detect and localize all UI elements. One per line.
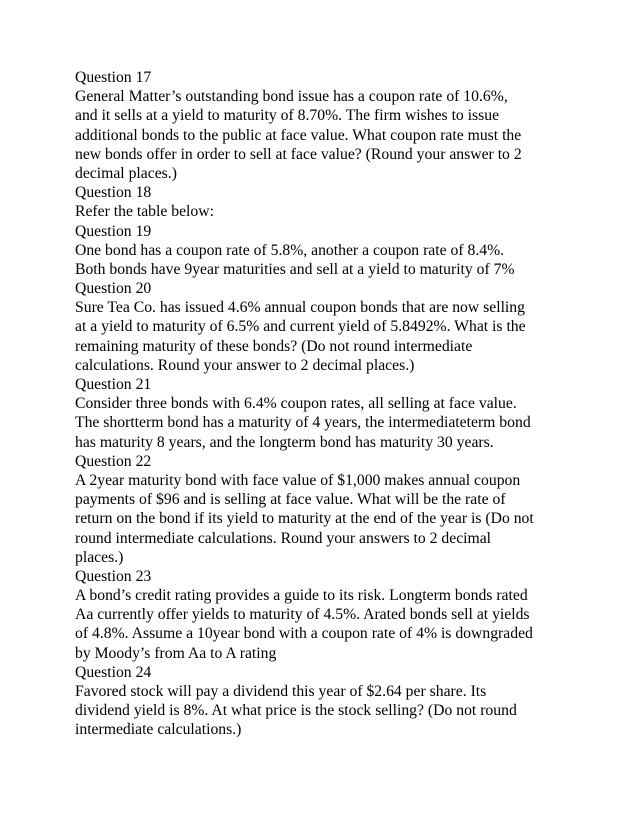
question-22-heading: Question 22: [75, 452, 152, 470]
question-21-text-line: Consider three bonds with 6.4% coupon rates, all selling at face value.: [75, 395, 517, 413]
question-18-heading: Question 18: [75, 184, 152, 202]
question-19-text-line: Both bonds have 9year maturities and sell at a yield to maturity of 7%: [75, 260, 515, 278]
question-23-heading: Question 23: [75, 567, 152, 585]
question-19-heading: Question 19: [75, 222, 152, 240]
question-17-text-line: General Matter’s outstanding bond issue has a coupon rate of 10.6%,: [75, 88, 508, 106]
question-23-text-line: by Moody’s from Aa to A rating: [75, 644, 277, 662]
question-19-text-line: One bond has a coupon rate of 5.8%, another a coupon rate of 8.4%.: [75, 241, 505, 259]
question-24-text-line: Favored stock will pay a dividend this year of $2.64 per share. Its: [75, 683, 487, 700]
question-21-text-line: The shortterm bond has a maturity of 4 years, the intermediateterm bond: [75, 414, 531, 432]
question-23-text-line: A bond’s credit rating provides a guide to its risk. Longterm bonds rated: [75, 587, 528, 605]
question-17-heading: Question 17: [75, 69, 152, 86]
question-18-text-line: Refer the table below:: [75, 203, 214, 221]
question-22-text-line: A 2year maturity bond with face value of $1,000 makes annual coupon: [75, 471, 521, 489]
question-20-text-line: calculations. Round your answer to 2 decimal places.): [75, 356, 415, 374]
question-24-text-line: intermediate calculations.): [75, 721, 242, 739]
question-23-text-line: of 4.8%. Assume a 10year bond with a coupon rate of 4% is downgraded: [75, 625, 533, 643]
question-24-heading: Question 24: [75, 663, 152, 681]
question-20-text-line: Sure Tea Co. has issued 4.6% annual coupon bonds that are now selling: [75, 299, 525, 317]
question-20-heading: Question 20: [75, 280, 152, 298]
question-22-text-line: return on the bond if its yield to maturity at the end of the year is (Do not: [75, 510, 534, 528]
question-22-text-line: places.): [75, 548, 124, 566]
question-22-text-line: round intermediate calculations. Round your answers to 2 decimal: [75, 529, 492, 547]
question-17-text-line: decimal places.): [75, 164, 177, 182]
question-20-text-line: at a yield to maturity of 6.5% and current yield of 5.8492%. What is the: [75, 318, 526, 336]
question-17-text-line: and it sells at a yield to maturity of 8.70%. The firm wishes to issue: [75, 107, 500, 125]
question-21-text-line: has maturity 8 years, and the longterm bond has maturity 30 years.: [75, 433, 494, 451]
question-23-text-line: Aa currently offer yields to maturity of 4.5%. Arated bonds sell at yields: [75, 606, 530, 624]
question-21-heading: Question 21: [75, 376, 152, 393]
question-24-text-line: dividend yield is 8%. At what price is the stock selling? (Do not round: [75, 702, 517, 720]
question-17-text-line: new bonds offer in order to sell at face value? (Round your answer to 2: [75, 145, 522, 163]
document-text: [75, 68, 575, 740]
question-20-text-line: remaining maturity of these bonds? (Do not round intermediate: [75, 337, 473, 355]
question-17-text-line: additional bonds to the public at face value. What coupon rate must the: [75, 126, 522, 144]
question-22-text-line: payments of $96 and is selling at face value. What will be the rate of: [75, 491, 506, 509]
